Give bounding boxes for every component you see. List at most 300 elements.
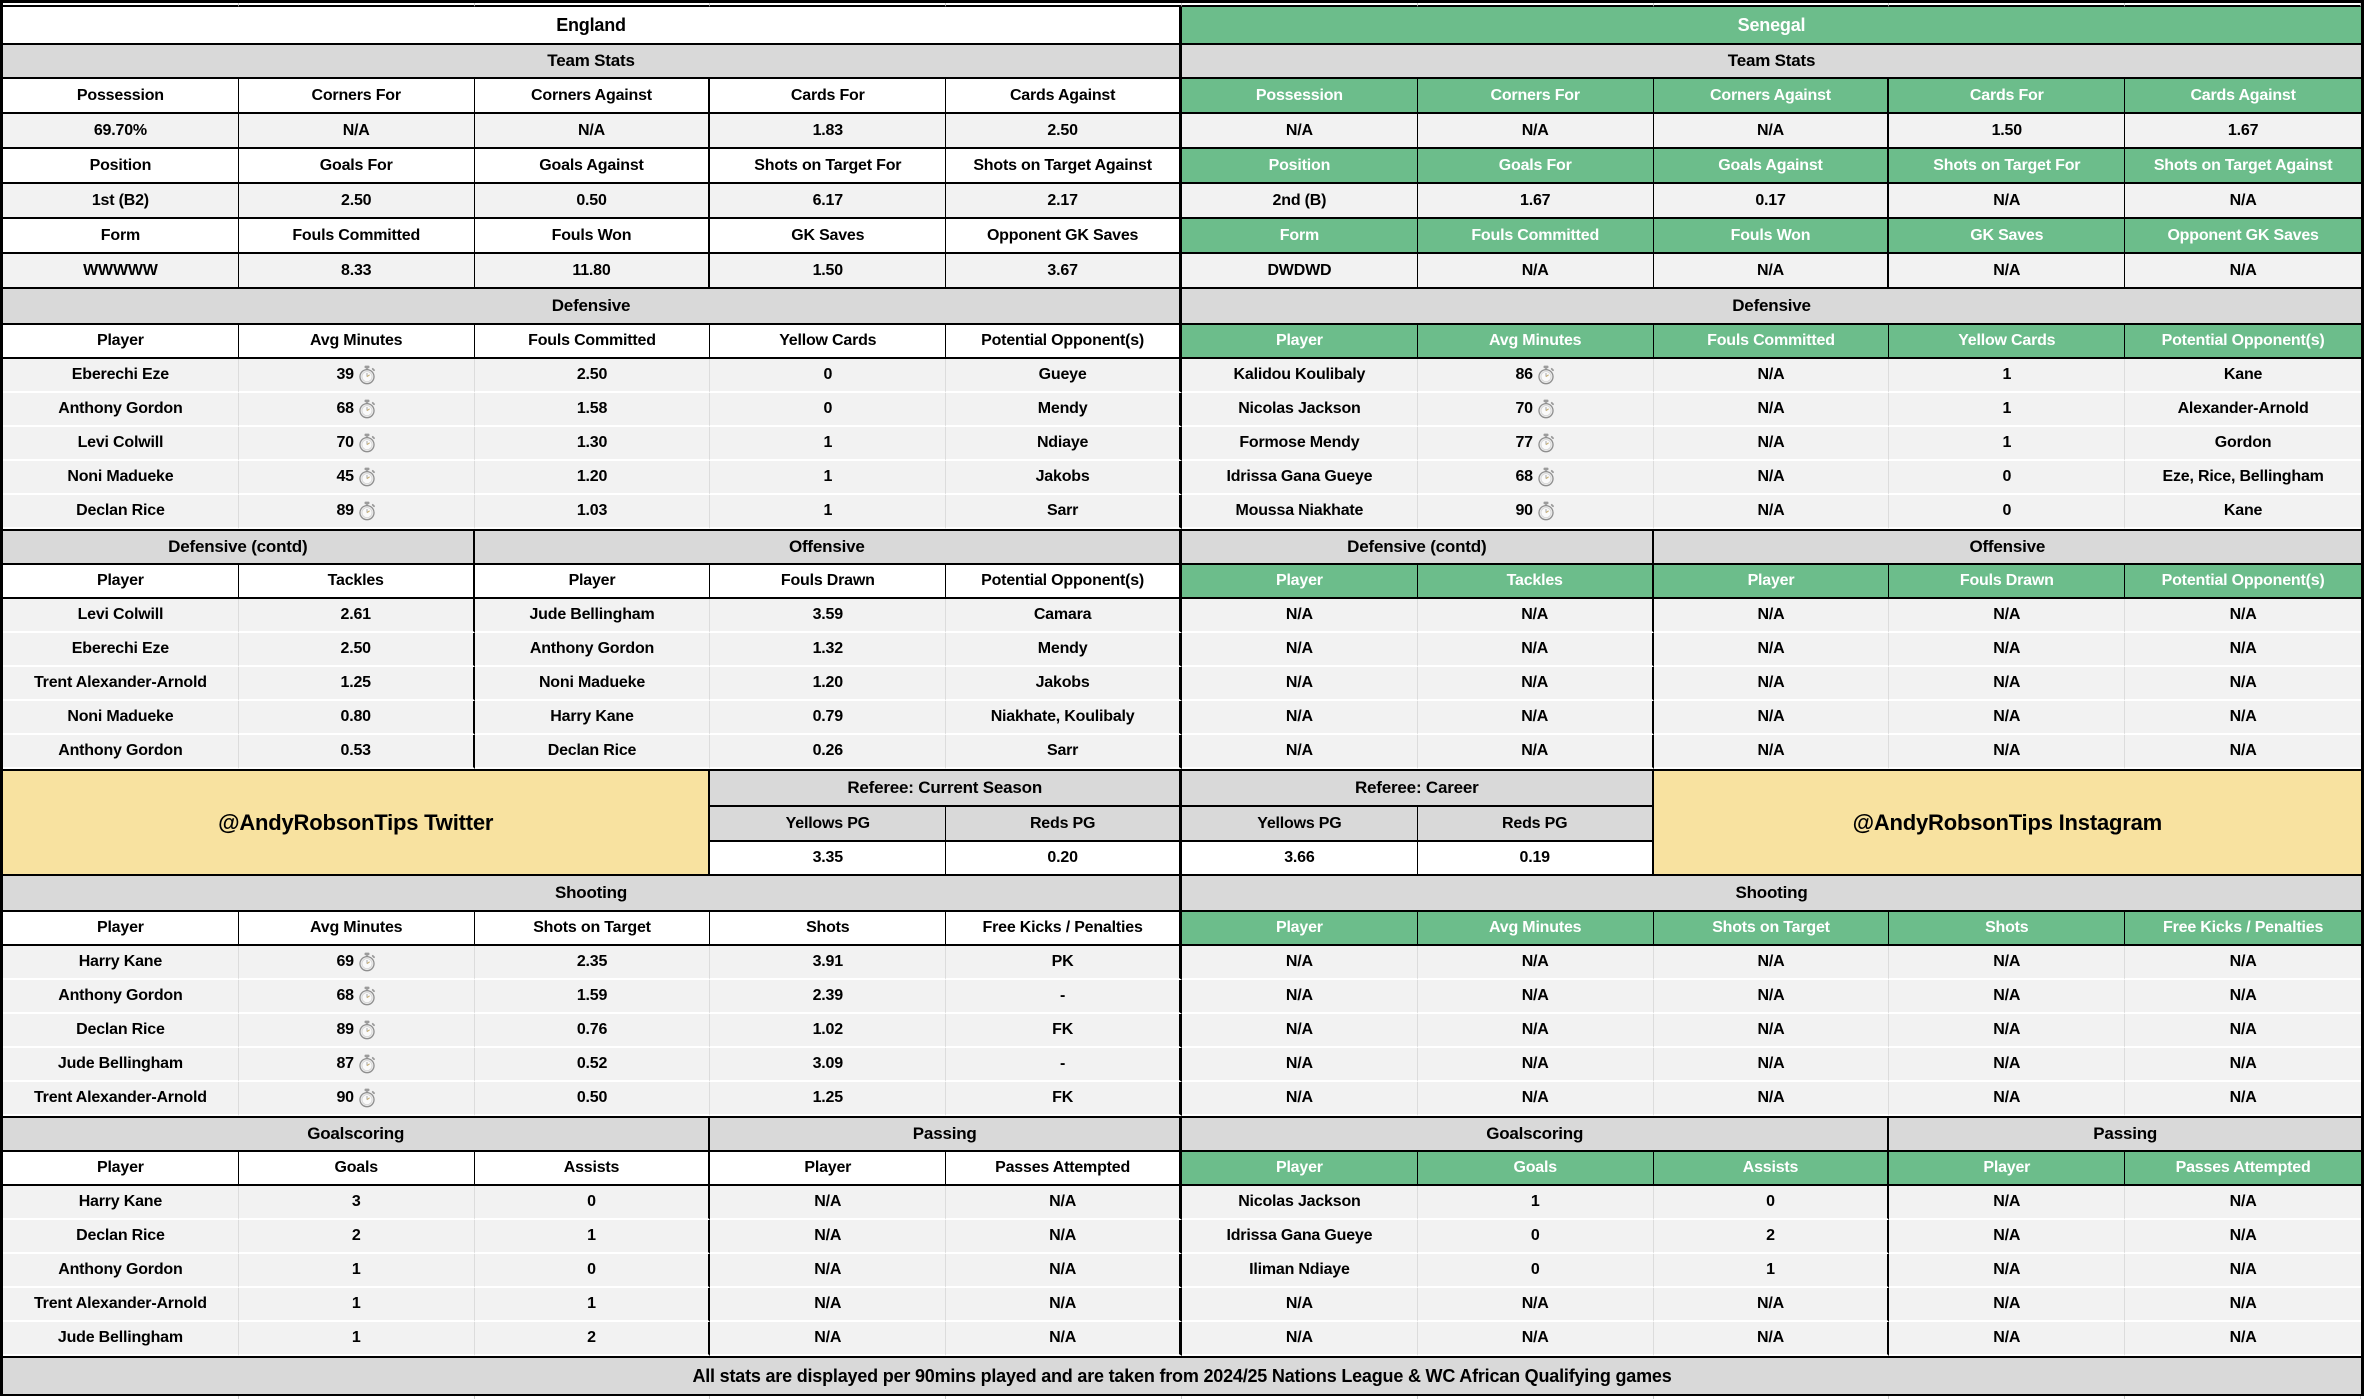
shooting-shots-on-target-cell (475, 1082, 711, 1116)
shooting-free-kicks-penalties-cell (2125, 1082, 2361, 1116)
shooting-shots-cell-text: N/A (1993, 1089, 2021, 1106)
shooting-player-cell-text: Trent Alexander-Arnold (33, 1089, 207, 1106)
shooting-player-cell-text: N/A (1285, 987, 1313, 1004)
goalscoring-passing-player-cell (710, 1220, 946, 1254)
shooting-avg-minutes-cell (1418, 980, 1654, 1014)
defensive-avg-minutes-cell (239, 461, 475, 495)
team-stats-label (1654, 219, 1890, 254)
section-title-passing-text: Passing (912, 1124, 977, 1143)
shooting-shots-on-target-cell (1654, 1048, 1890, 1082)
goalscoring-passing-assists-cell-text: N/A (1757, 1329, 1784, 1346)
shooting-free-kicks-penalties-cell (2125, 1014, 2361, 1048)
goalscoring-passing-player-cell-text: N/A (1993, 1261, 2021, 1278)
goalscoring-passing-column-header (1889, 1152, 2125, 1186)
contd-offensive-potential-opponents-cell (2125, 701, 2361, 735)
shooting-column-header-text: Avg Minutes (310, 919, 403, 936)
shooting-shots-cell (1889, 1014, 2125, 1048)
shooting-avg-minutes-cell (1418, 946, 1654, 980)
defensive-potential-opponents-cell-text: Gordon (2214, 434, 2272, 451)
contd-offensive-potential-opponents-cell-text: N/A (2229, 742, 2257, 759)
goalscoring-passing-column-header-text: Assists (1742, 1159, 1799, 1176)
goalscoring-passing-column-header (1182, 1152, 1418, 1186)
team-stats-value-text: N/A (2229, 191, 2257, 209)
contd-offensive-player-cell (1654, 735, 1890, 769)
goalscoring-passing-assists-cell-text: 1 (587, 1227, 596, 1244)
goalscoring-passing-player-cell-text: N/A (1993, 1227, 2021, 1244)
goalscoring-passing-goals-cell-text: 2 (351, 1227, 361, 1244)
shooting-free-kicks-penalties-cell-text: - (1060, 1055, 1066, 1072)
defensive-potential-opponents-cell-text: Eze, Rice, Bellingham (2162, 468, 2324, 485)
section-title-offensive-text: Offensive (788, 537, 865, 556)
goalscoring-passing-player-cell-text: N/A (1285, 1295, 1313, 1312)
shooting-free-kicks-penalties-cell (946, 1014, 1182, 1048)
shooting-shots-on-target-cell (1654, 946, 1890, 980)
defensive-player-cell (3, 495, 239, 529)
defensive-column-header-text: Fouls Committed (528, 332, 656, 349)
team-stats-value (2125, 184, 2361, 219)
stopwatch-icon (358, 986, 376, 1006)
twitter-banner (3, 769, 710, 876)
shooting-free-kicks-penalties-cell-text: FK (1052, 1021, 1074, 1038)
goalscoring-passing-column-header-text: Goals (334, 1159, 378, 1176)
defensive-avg-minutes-cell (1418, 461, 1654, 495)
contd-offensive-potential-opponents-cell (2125, 599, 2361, 633)
team-stats-label-text: Corners For (311, 86, 401, 104)
defensive-column-header-text: Potential Opponent(s) (981, 332, 1145, 349)
team-stats-value (2125, 254, 2361, 289)
goalscoring-passing-assists-cell (1654, 1254, 1890, 1288)
contd-offensive-potential-opponents-cell-text: Mendy (1037, 640, 1088, 657)
contd-offensive-player-cell-text: Levi Colwill (77, 606, 164, 623)
team-name-england (3, 7, 1182, 45)
team-stats-label-text: Opponent GK Saves (2167, 226, 2319, 244)
defensive-offensive-column-header-text: Tackles (1506, 572, 1563, 589)
defensive-potential-opponents-cell-text: Jakobs (1035, 468, 1090, 485)
defensive-yellow-cards-cell-text: 1 (2002, 366, 2012, 383)
stopwatch-icon (358, 952, 376, 972)
shooting-player-cell-text: Declan Rice (76, 1021, 165, 1038)
contd-offensive-potential-opponents-cell (946, 735, 1182, 769)
goalscoring-passing-player-cell-text: N/A (1285, 1329, 1313, 1346)
team-name-england-text: England (556, 14, 626, 35)
section-title-team-stats-text: Team Stats (1727, 51, 1816, 70)
contd-offensive-tackles-cell (1418, 599, 1654, 633)
team-stats-value-text: N/A (1993, 261, 2021, 279)
contd-offensive-fouls-drawn-cell-text: N/A (1993, 742, 2021, 759)
team-stats-value-text: 8.33 (341, 261, 372, 279)
defensive-avg-minutes-cell-text: 90 (1515, 502, 1533, 519)
shooting-avg-minutes-cell-text: N/A (1521, 1089, 1549, 1106)
goalscoring-passing-goals-cell (1418, 1288, 1654, 1322)
shooting-column-header-text: Free Kicks / Penalties (982, 919, 1143, 936)
shooting-avg-minutes-cell-text: N/A (1521, 987, 1549, 1004)
team-stats-value (475, 184, 711, 219)
defensive-potential-opponents-cell (946, 461, 1182, 495)
contd-offensive-player-cell-text: N/A (1757, 640, 1785, 657)
shooting-column-header (475, 912, 711, 946)
defensive-fouls-committed-cell-text: N/A (1757, 366, 1785, 383)
shooting-shots-cell-text: N/A (1993, 1021, 2021, 1038)
shooting-shots-on-target-cell (475, 946, 711, 980)
team-stats-label (475, 149, 711, 184)
contd-offensive-player-cell (3, 667, 239, 701)
shooting-column-header-text: Shots (1985, 919, 2029, 936)
contd-offensive-player-cell (1654, 599, 1890, 633)
shooting-shots-on-target-cell (1654, 980, 1890, 1014)
defensive-yellow-cards-cell (1889, 393, 2125, 427)
defensive-avg-minutes-cell-text: 68 (336, 400, 354, 417)
shooting-column-header-text: Shots on Target (533, 919, 651, 936)
contd-offensive-tackles-cell-text: N/A (1521, 640, 1549, 657)
goalscoring-passing-goals-cell (239, 1322, 475, 1356)
goalscoring-passing-passes-attempted-cell-text: N/A (1049, 1193, 1077, 1210)
shooting-shots-cell (710, 1014, 946, 1048)
goalscoring-passing-assists-cell (1654, 1322, 1890, 1356)
goalscoring-passing-goals-cell (1418, 1220, 1654, 1254)
contd-offensive-potential-opponents-cell (946, 667, 1182, 701)
section-title-defensive-contd-text: Defensive (contd) (168, 537, 308, 556)
stopwatch-icon (358, 1020, 376, 1040)
defensive-yellow-cards-cell-text: 1 (2002, 434, 2012, 451)
shooting-shots-cell (710, 1082, 946, 1116)
team-stats-label (475, 219, 711, 254)
shooting-shots-cell-text: 1.02 (812, 1021, 843, 1038)
goalscoring-passing-goals-cell-text: 1 (351, 1261, 361, 1278)
team-stats-label (3, 79, 239, 114)
contd-offensive-player-cell-text: N/A (1285, 640, 1313, 657)
contd-offensive-fouls-drawn-cell-text: N/A (1993, 606, 2021, 623)
defensive-fouls-committed-cell (1654, 461, 1890, 495)
defensive-avg-minutes-cell-text: 77 (1515, 434, 1533, 451)
team-stats-value-text: 2.50 (1047, 121, 1078, 139)
team-stats-label-text: Position (89, 156, 152, 174)
goalscoring-passing-player-cell-text: Jude Bellingham (57, 1329, 183, 1346)
section-title-passing (710, 1116, 1182, 1152)
shooting-player-cell-text: Anthony Gordon (58, 987, 183, 1004)
goalscoring-passing-passes-attempted-cell-text: N/A (2229, 1193, 2257, 1210)
defensive-offensive-column-header-text: Player (568, 572, 616, 589)
stopwatch-icon (1537, 467, 1555, 487)
contd-offensive-tackles-cell-text: N/A (1521, 674, 1549, 691)
goalscoring-passing-goals-cell-text: 0 (1530, 1261, 1540, 1278)
shooting-free-kicks-penalties-cell-text: PK (1051, 953, 1074, 970)
goalscoring-passing-assists-cell-text: 0 (587, 1193, 596, 1210)
shooting-shots-cell-text: 3.91 (812, 953, 843, 970)
defensive-offensive-column-header-text: Potential Opponent(s) (2161, 572, 2325, 589)
shooting-avg-minutes-cell (1418, 1048, 1654, 1082)
shooting-column-header-text: Player (96, 919, 144, 936)
defensive-column-header-text: Player (1275, 332, 1323, 349)
goalscoring-passing-player-cell (710, 1288, 946, 1322)
defensive-offensive-column-header (1654, 565, 1890, 599)
defensive-player-cell-text: Nicolas Jackson (1238, 400, 1361, 417)
defensive-fouls-committed-cell (475, 359, 711, 393)
team-stats-label-text: Goals For (319, 156, 393, 174)
referee-current-season-title (710, 769, 1182, 807)
defensive-offensive-column-header-text: Player (1747, 572, 1795, 589)
team-stats-label (239, 149, 475, 184)
defensive-offensive-column-header (1889, 565, 2125, 599)
section-title-defensive-text: Defensive (1732, 296, 1811, 315)
defensive-potential-opponents-cell (946, 495, 1182, 529)
shooting-shots-cell-text: N/A (1993, 987, 2021, 1004)
shooting-free-kicks-penalties-cell-text: N/A (2229, 1089, 2257, 1106)
goalscoring-passing-passes-attempted-cell (2125, 1322, 2361, 1356)
goalscoring-passing-player-cell (3, 1322, 239, 1356)
contd-offensive-fouls-drawn-cell-text: 0.79 (812, 708, 843, 725)
defensive-column-header (2125, 325, 2361, 359)
goalscoring-passing-column-header (1654, 1152, 1890, 1186)
shooting-avg-minutes-cell (239, 1048, 475, 1082)
shooting-column-header (710, 912, 946, 946)
defensive-avg-minutes-cell-text: 89 (336, 502, 354, 519)
defensive-yellow-cards-cell (1889, 359, 2125, 393)
shooting-shots-cell (1889, 980, 2125, 1014)
defensive-column-header (1418, 325, 1654, 359)
defensive-player-cell-text: Anthony Gordon (58, 400, 183, 417)
defensive-potential-opponents-cell-text: Kane (2223, 366, 2263, 383)
team-stats-label-text: Form (100, 226, 140, 244)
defensive-column-header-text: Fouls Committed (1707, 332, 1835, 349)
contd-offensive-player-cell-text: N/A (1757, 708, 1785, 725)
shooting-player-cell (3, 980, 239, 1014)
team-stats-label-text: Corners Against (1710, 86, 1831, 104)
team-stats-label-text: Corners For (1490, 86, 1580, 104)
referee-yellows-pg-value-text: 3.66 (1284, 849, 1315, 866)
referee-yellows-pg-value (710, 842, 946, 876)
shooting-shots-on-target-cell-text: N/A (1757, 953, 1785, 970)
goalscoring-passing-passes-attempted-cell-text: N/A (1049, 1295, 1077, 1312)
goalscoring-passing-passes-attempted-cell-text: N/A (1049, 1329, 1077, 1346)
shooting-column-header-text: Free Kicks / Penalties (2163, 919, 2324, 936)
defensive-player-cell-text: Levi Colwill (77, 434, 164, 451)
shooting-player-cell-text: Harry Kane (78, 953, 163, 970)
section-title-shooting-text: Shooting (554, 883, 628, 902)
shooting-player-cell (1182, 1014, 1418, 1048)
team-stats-label (946, 219, 1182, 254)
shooting-player-cell-text: N/A (1285, 1055, 1313, 1072)
shooting-avg-minutes-cell (239, 1014, 475, 1048)
defensive-player-cell (1182, 427, 1418, 461)
defensive-fouls-committed-cell-text: 2.50 (576, 366, 608, 383)
referee-career-title (1182, 769, 1654, 807)
defensive-player-cell-text: Formose Mendy (1239, 434, 1360, 451)
shooting-shots-on-target-cell (1654, 1014, 1890, 1048)
shooting-free-kicks-penalties-cell (946, 946, 1182, 980)
defensive-fouls-committed-cell (1654, 359, 1890, 393)
referee-column-header-text: Yellows PG (785, 814, 870, 832)
team-stats-label-text: Fouls Committed (1471, 226, 1600, 244)
shooting-shots-on-target-cell-text: 1.59 (576, 987, 608, 1004)
shooting-shots-cell-text: N/A (1993, 1055, 2021, 1072)
shooting-shots-cell (710, 946, 946, 980)
team-name-senegal (1182, 7, 2361, 45)
goalscoring-passing-goals-cell-text: 0 (1530, 1227, 1540, 1244)
referee-yellows-pg-value (1182, 842, 1418, 876)
team-stats-value-text: 1st (B2) (91, 191, 149, 209)
contd-offensive-tackles-cell-text: N/A (1521, 708, 1549, 725)
defensive-player-cell (1182, 495, 1418, 529)
section-title-passing (1889, 1116, 2361, 1152)
goalscoring-passing-assists-cell-text: 0 (587, 1261, 596, 1278)
defensive-yellow-cards-cell (1889, 461, 2125, 495)
contd-offensive-tackles-cell-text: 1.25 (340, 674, 371, 691)
shooting-column-header (1182, 912, 1418, 946)
team-stats-value-text: N/A (1757, 121, 1784, 139)
defensive-potential-opponents-cell-text: Ndiaye (1036, 434, 1089, 451)
defensive-offensive-column-header-text: Player (1275, 572, 1323, 589)
defensive-potential-opponents-cell-text: Gueye (1038, 366, 1087, 383)
twitter-banner-text: @AndyRobsonTips Twitter (218, 809, 494, 835)
defensive-potential-opponents-cell (2125, 461, 2361, 495)
team-stats-value (1182, 114, 1418, 149)
footer-note-text: All stats are displayed per 90mins played and are taken from 2024/25 Nations League & WC African Qualifying games (692, 1365, 1672, 1386)
shooting-avg-minutes-cell (239, 946, 475, 980)
section-title-defensive-contd (1182, 529, 1654, 565)
goalscoring-passing-assists-cell (475, 1186, 711, 1220)
team-stats-value-text: 1.67 (1520, 191, 1551, 209)
stopwatch-icon (358, 501, 376, 521)
referee-reds-pg-value (946, 842, 1182, 876)
defensive-avg-minutes-cell (239, 427, 475, 461)
goalscoring-passing-player-cell-text: N/A (1993, 1193, 2021, 1210)
contd-offensive-fouls-drawn-cell-text: 0.26 (812, 742, 843, 759)
team-stats-label (710, 219, 946, 254)
defensive-avg-minutes-cell (239, 359, 475, 393)
shooting-shots-cell-text: 1.25 (812, 1089, 843, 1106)
contd-offensive-potential-opponents-cell-text: N/A (2229, 674, 2257, 691)
shooting-shots-cell-text: N/A (1993, 953, 2021, 970)
referee-column-header (1182, 807, 1418, 842)
contd-offensive-player-cell (1182, 599, 1418, 633)
stopwatch-icon (1537, 399, 1555, 419)
stopwatch-icon (358, 467, 376, 487)
defensive-column-header (1654, 325, 1890, 359)
goalscoring-passing-column-header-text: Goals (1513, 1159, 1557, 1176)
defensive-player-cell-text: Eberechi Eze (71, 366, 169, 383)
goalscoring-passing-passes-attempted-cell-text: N/A (1049, 1261, 1077, 1278)
defensive-offensive-column-header (946, 565, 1182, 599)
team-stats-value-text: 69.70% (93, 121, 147, 139)
goalscoring-passing-player-cell (1889, 1322, 2125, 1356)
team-stats-label-text: Fouls Won (551, 226, 632, 244)
shooting-shots-on-target-cell (1654, 1082, 1890, 1116)
shooting-avg-minutes-cell (239, 980, 475, 1014)
defensive-offensive-column-header-text: Potential Opponent(s) (981, 572, 1145, 589)
shooting-shots-cell (710, 980, 946, 1014)
goalscoring-passing-assists-cell-text: 2 (1766, 1227, 1775, 1244)
goalscoring-passing-column-header-text: Passes Attempted (2175, 1159, 2311, 1176)
shooting-column-header-text: Shots on Target (1712, 919, 1830, 936)
contd-offensive-tackles-cell (239, 701, 475, 735)
stopwatch-icon (358, 399, 376, 419)
goalscoring-passing-player-cell (710, 1254, 946, 1288)
shooting-shots-on-target-cell (475, 1048, 711, 1082)
contd-offensive-tackles-cell (239, 633, 475, 667)
goalscoring-passing-player-cell (3, 1254, 239, 1288)
defensive-fouls-committed-cell (475, 461, 711, 495)
team-stats-label-text: Possession (76, 86, 164, 104)
team-stats-value-text: 2nd (B) (1272, 191, 1327, 209)
shooting-avg-minutes-cell-text: N/A (1521, 953, 1549, 970)
goalscoring-passing-goals-cell (239, 1288, 475, 1322)
contd-offensive-potential-opponents-cell-text: N/A (2229, 606, 2257, 623)
defensive-fouls-committed-cell-text: N/A (1757, 400, 1785, 417)
team-stats-label (1654, 79, 1890, 114)
goalscoring-passing-player-cell (1182, 1220, 1418, 1254)
contd-offensive-tackles-cell (1418, 735, 1654, 769)
defensive-yellow-cards-cell (710, 359, 946, 393)
shooting-player-cell (1182, 1048, 1418, 1082)
shooting-player-cell (3, 946, 239, 980)
defensive-potential-opponents-cell (2125, 359, 2361, 393)
defensive-column-header (946, 325, 1182, 359)
team-stats-value-text: WWWWW (83, 261, 158, 279)
defensive-player-cell (1182, 359, 1418, 393)
stopwatch-icon (1537, 501, 1555, 521)
team-stats-label (1889, 79, 2125, 114)
team-stats-value (710, 254, 946, 289)
team-stats-value-text: 2.50 (341, 191, 372, 209)
defensive-player-cell-text: Moussa Niakhate (1235, 502, 1364, 519)
contd-offensive-tackles-cell-text: N/A (1521, 742, 1549, 759)
team-stats-value-text: N/A (1521, 121, 1549, 139)
contd-offensive-potential-opponents-cell (2125, 667, 2361, 701)
team-stats-label (1182, 219, 1418, 254)
shooting-free-kicks-penalties-cell-text: N/A (2229, 987, 2257, 1004)
goalscoring-passing-player-cell-text: Iliman Ndiaye (1249, 1261, 1350, 1278)
defensive-player-cell (3, 359, 239, 393)
goalscoring-passing-column-header (946, 1152, 1182, 1186)
goalscoring-passing-passes-attempted-cell (946, 1186, 1182, 1220)
defensive-player-cell-text: Idrissa Gana Gueye (1226, 468, 1373, 485)
defensive-fouls-committed-cell-text: N/A (1757, 468, 1785, 485)
referee-yellows-pg-value-text: 3.35 (812, 849, 843, 866)
team-stats-label-text: GK Saves (791, 226, 865, 244)
defensive-potential-opponents-cell (946, 393, 1182, 427)
defensive-avg-minutes-cell (239, 393, 475, 427)
shooting-shots-cell (1889, 1082, 2125, 1116)
defensive-player-cell-text: Kalidou Koulibaly (1233, 366, 1366, 383)
contd-offensive-player-cell (3, 633, 239, 667)
defensive-potential-opponents-cell-text: Mendy (1037, 400, 1088, 417)
team-stats-label-text: Cards For (790, 86, 865, 104)
team-stats-label (1654, 149, 1890, 184)
team-stats-label-text: Position (1268, 156, 1331, 174)
defensive-offensive-column-header (239, 565, 475, 599)
team-stats-value (3, 254, 239, 289)
team-stats-label-text: Goals Against (1718, 156, 1823, 174)
shooting-column-header (2125, 912, 2361, 946)
contd-offensive-player-cell (475, 599, 711, 633)
section-title-team-stats-text: Team Stats (547, 51, 635, 70)
section-title-team-stats (1182, 45, 2361, 79)
shooting-column-header-text: Shots (806, 919, 850, 936)
defensive-potential-opponents-cell (946, 427, 1182, 461)
section-title-shooting-text: Shooting (1735, 883, 1808, 902)
contd-offensive-fouls-drawn-cell-text: N/A (1993, 708, 2021, 725)
goalscoring-passing-column-header (1418, 1152, 1654, 1186)
goalscoring-passing-player-cell-text: N/A (814, 1227, 842, 1244)
team-stats-value-text: 11.80 (572, 261, 611, 279)
contd-offensive-player-cell-text: N/A (1285, 742, 1313, 759)
contd-offensive-player-cell (475, 701, 711, 735)
contd-offensive-player-cell-text: N/A (1285, 674, 1313, 691)
defensive-player-cell (1182, 393, 1418, 427)
shooting-shots-on-target-cell-text: N/A (1757, 1055, 1785, 1072)
contd-offensive-fouls-drawn-cell (1889, 735, 2125, 769)
section-title-team-stats (3, 45, 1182, 79)
